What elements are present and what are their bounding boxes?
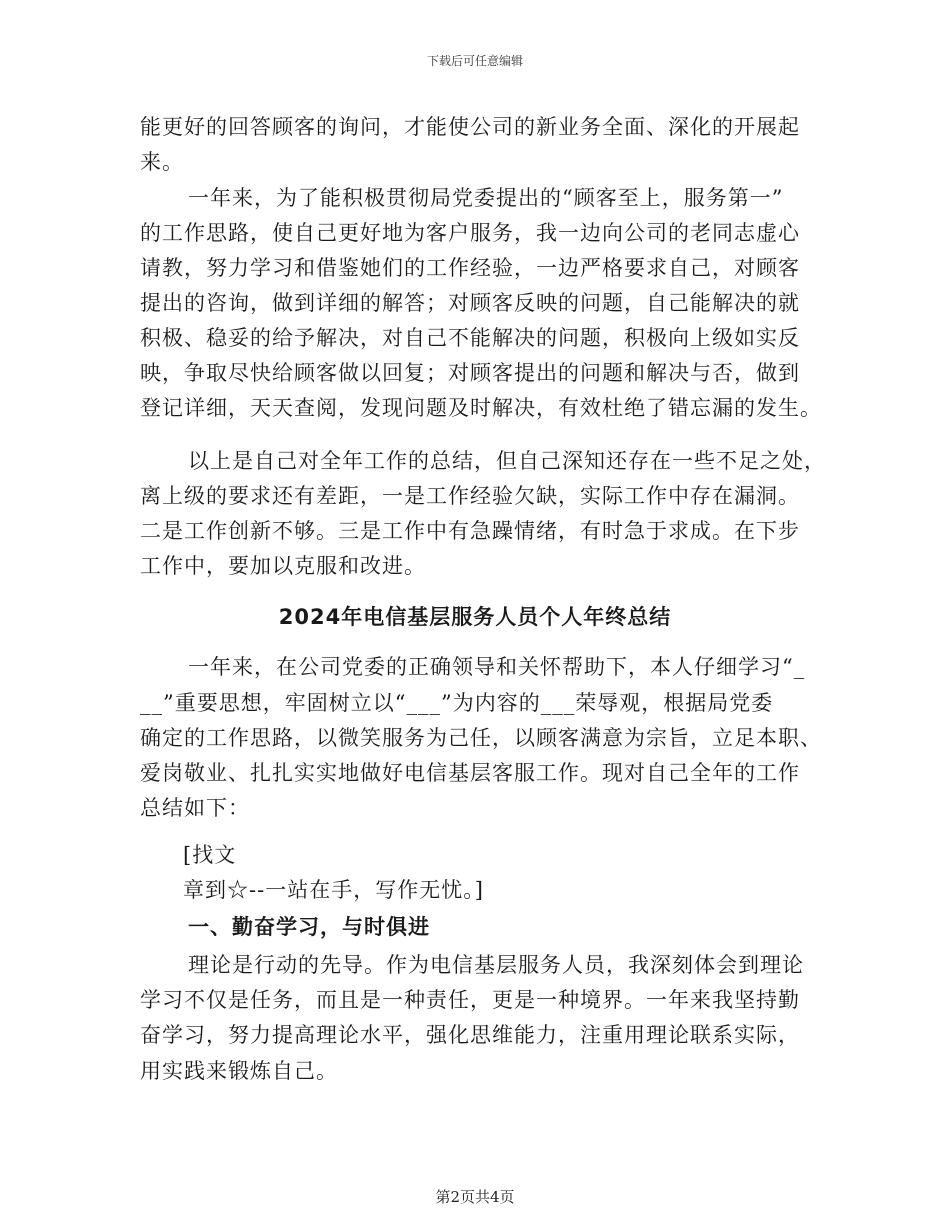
page-header: 下载后可任意编辑 xyxy=(426,54,523,68)
paragraph-line: 二是工作创新不够。三是工作中有急躁情绪，有时急于求成。在下步 xyxy=(140,519,800,543)
paragraph-line: 积极、稳妥的给予解决，对自己不能解决的问题，积极向上级如实反 xyxy=(140,326,800,350)
paragraph-line: 学习不仅是任务，而且是一种责任，更是一种境界。一年来我坚持勤 xyxy=(140,988,800,1012)
paragraph-line: 工作中，要加以克服和改进。 xyxy=(140,554,426,578)
paragraph-line: 映，争取尽快给顾客做以回复；对顾客提出的问题和解决与否，做到 xyxy=(140,361,800,385)
paragraph-line: __”重要思想，牢固树立以“___”为内容的___荣辱观，根据局党委 xyxy=(140,691,774,715)
paragraph-line: 离上级的要求还有差距，一是工作经验欠缺，实际工作中存在漏洞。 xyxy=(140,484,800,508)
paragraph-line: 确定的工作思路，以微笑服务为己任，以顾客满意为宗旨，立足本职、 xyxy=(140,726,822,750)
paragraph-line: 用实践来锻炼自己。 xyxy=(140,1059,338,1083)
paragraph-line: 一年来，为了能积极贯彻局党委提出的“顾客至上，服务第一” xyxy=(188,186,784,210)
paragraph-line: 理论是行动的先导。作为电信基层服务人员，我深刻体会到理论 xyxy=(188,953,804,977)
section-title: 2024年电信基层服务人员个人年终总结 xyxy=(278,605,672,629)
paragraph-line: 总结如下： xyxy=(140,796,250,820)
paragraph-line: 能更好的回答顾客的询问，才能使公司的新业务全面、深化的开展起 xyxy=(140,115,800,139)
page-footer: 第2页共4页 xyxy=(435,1188,515,1206)
paragraph-line: 登记详细，天天查阅，发现问题及时解决，有效杜绝了错忘漏的发生。 xyxy=(140,396,822,420)
paragraph-line: 来。 xyxy=(140,150,184,174)
paragraph-line: 以上是自己对全年工作的总结，但自己深知还存在一些不足之处， xyxy=(188,449,826,473)
paragraph-line: 章到☆--一站在手，写作无忧。] xyxy=(183,878,484,902)
paragraph-line: 的工作思路，使自己更好地为客户服务，我一边向公司的老同志虚心 xyxy=(140,221,800,245)
paragraph-line: 提出的咨询，做到详细的解答；对顾客反映的问题，自己能解决的就 xyxy=(140,291,800,315)
subheading: 一、勤奋学习，与时俱进 xyxy=(188,915,430,939)
paragraph-line: 一年来，在公司党委的正确领导和关怀帮助下，本人仔细学习“_ xyxy=(188,655,806,679)
paragraph-line: [找文 xyxy=(183,843,237,867)
paragraph-line: 请教，努力学习和借鉴她们的工作经验，一边严格要求自己，对顾客 xyxy=(140,256,800,280)
paragraph-line: 爱岗敬业、扎扎实实地做好电信基层客服工作。现对自己全年的工作 xyxy=(140,761,800,785)
paragraph-line: 奋学习，努力提高理论水平，强化思维能力，注重用理论联系实际， xyxy=(140,1023,800,1047)
